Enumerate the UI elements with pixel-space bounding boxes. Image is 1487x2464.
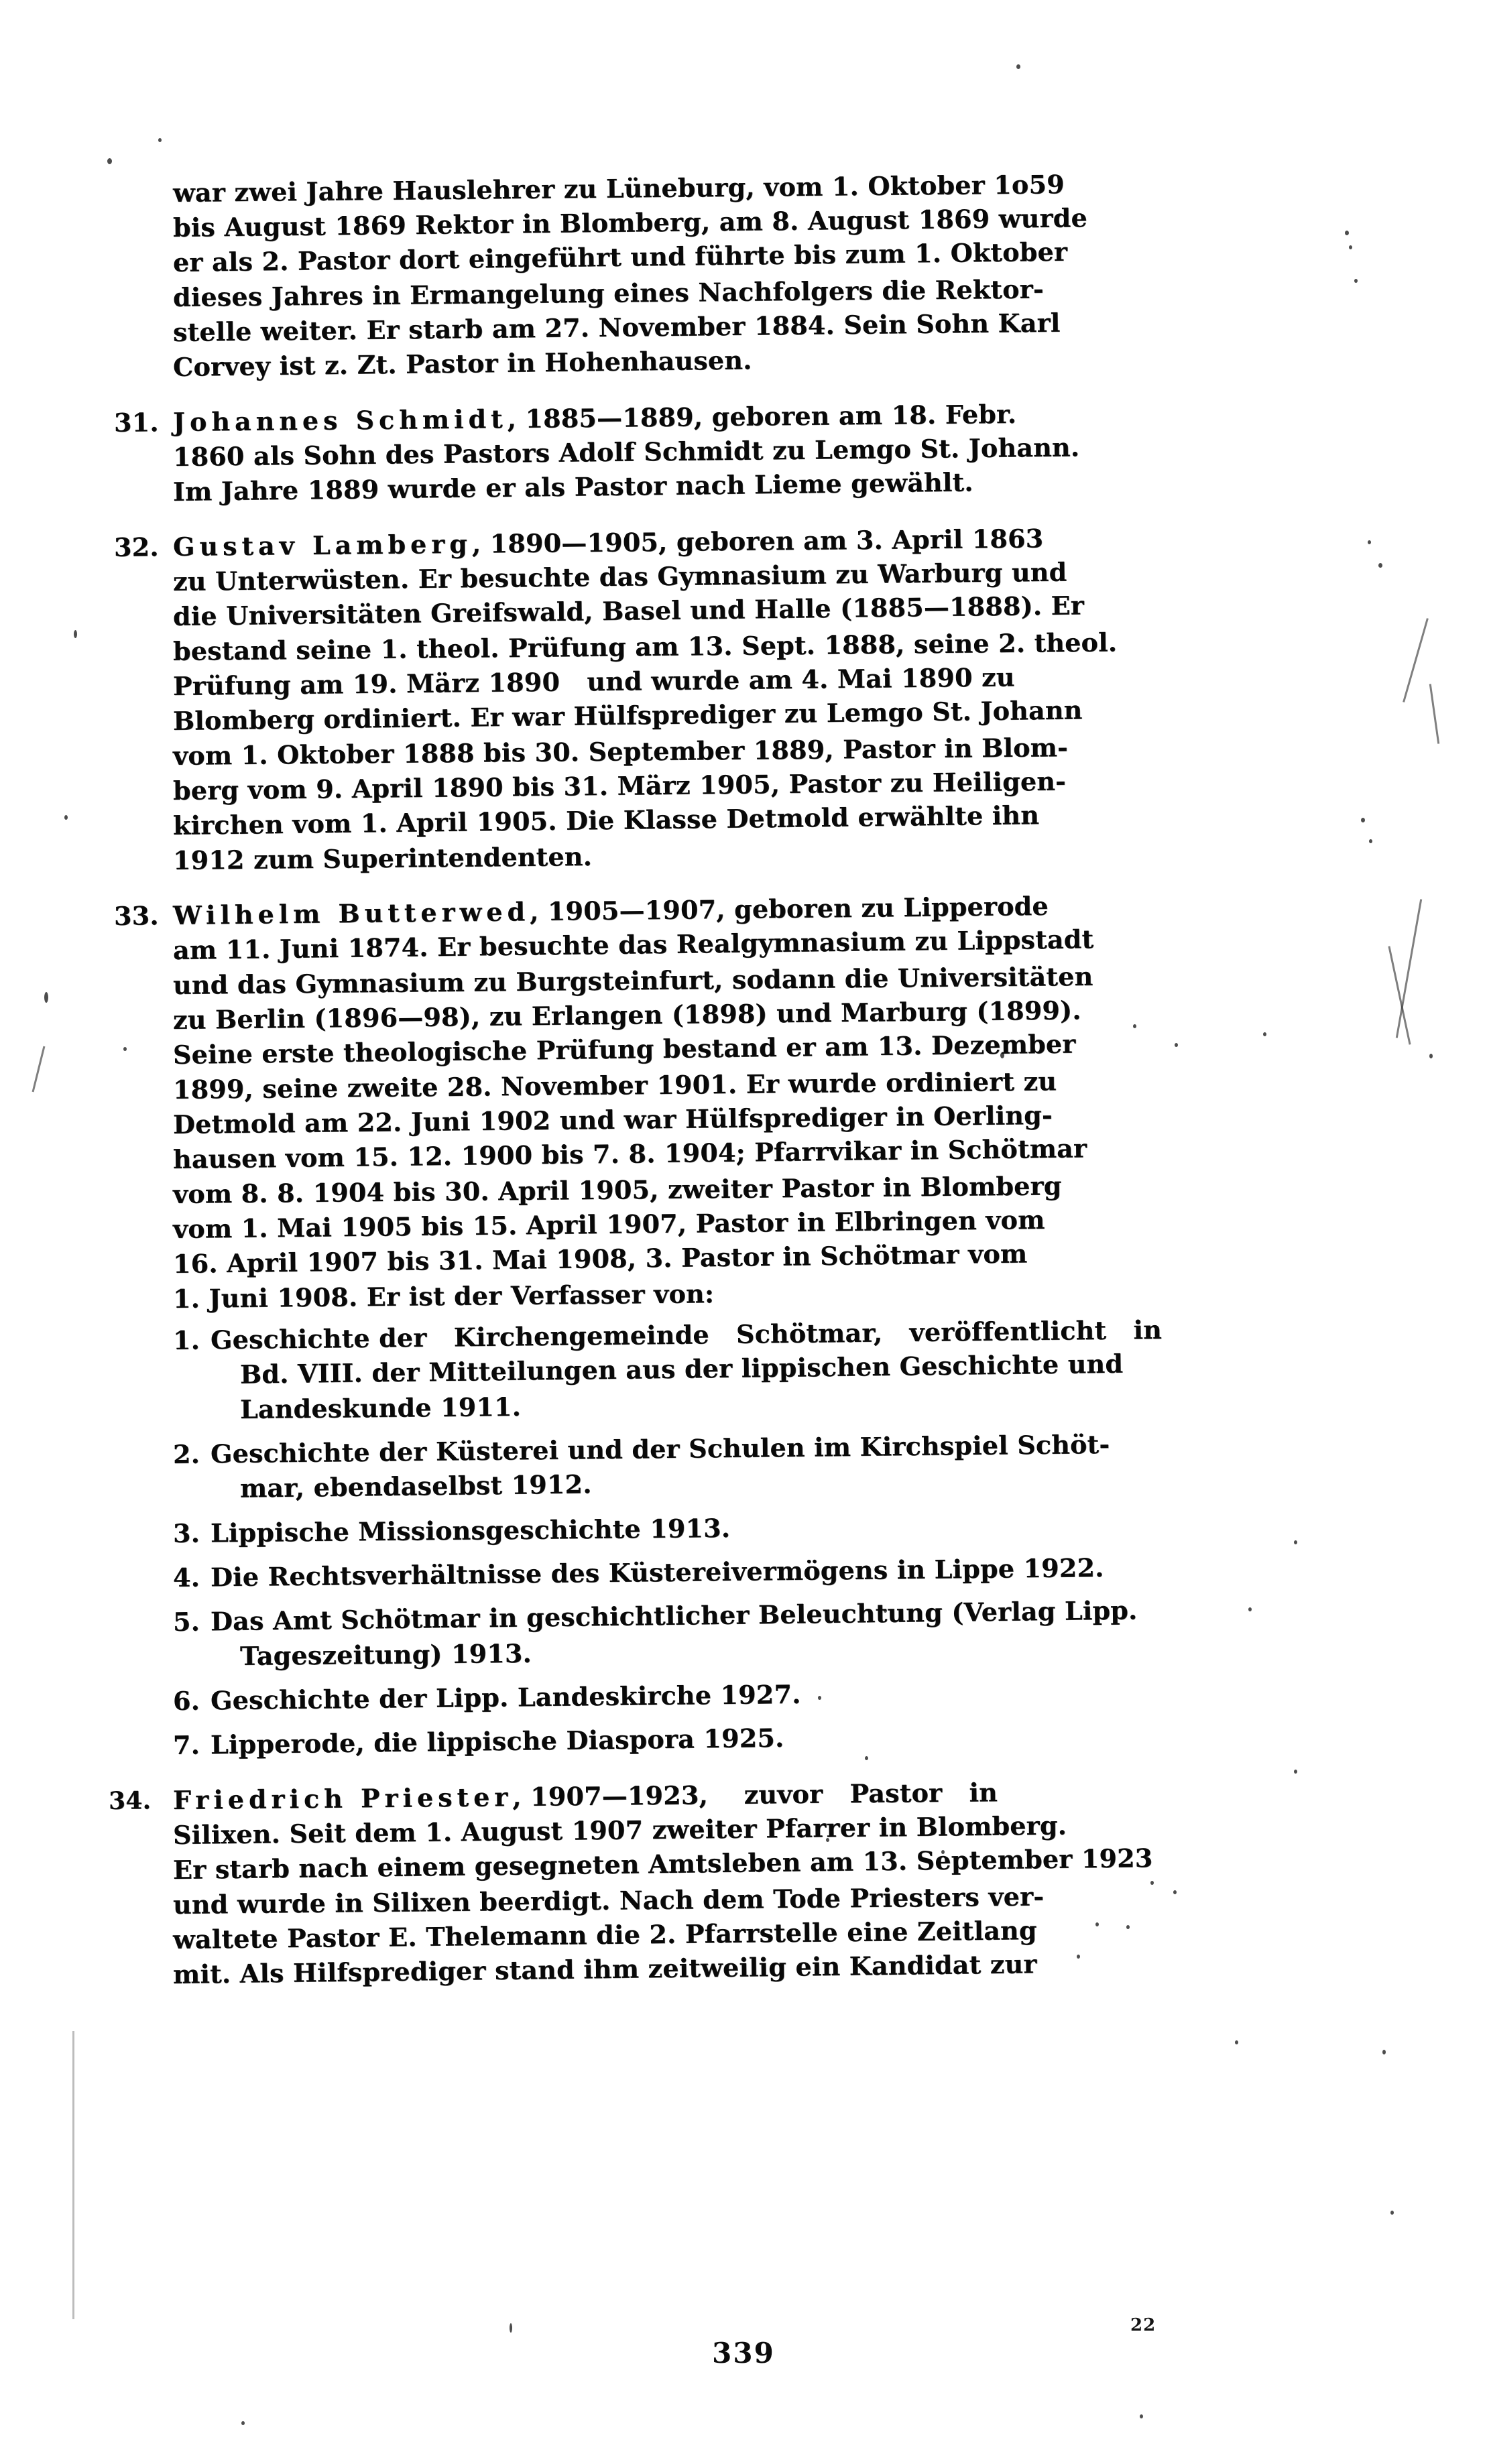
page-number: 339 [712, 2337, 775, 2369]
text-line: Er starb nach einem gesegneten Amtsleben am 13. September 1923 [172, 1843, 1153, 1885]
biography-entry [113, 890, 1259, 1763]
publication-number: 4. [172, 1562, 200, 1593]
scan-speck [1378, 563, 1382, 568]
text-line: 1. Juni 1908. Er ist der Verfasser von: [172, 1278, 715, 1314]
text-line: zu Unterwüsten. Er besuchte das Gymnasium zu Warburg und [172, 556, 1067, 597]
text-line: waltete Pastor E. Thelemann die 2. Pfarrstelle eine Zeitlang [172, 1915, 1037, 1955]
publication-number: 2. [172, 1438, 200, 1469]
scan-hairline [1403, 618, 1429, 702]
text-line: Im Jahre 1889 wurde er als Pastor nach Lieme gewählt. [172, 467, 973, 507]
scan-speck [1294, 1540, 1297, 1544]
text-line: vom 1. Mai 1905 bis 15. April 1907, Pastor in Elbringen vom [172, 1204, 1045, 1244]
publication-item [172, 1595, 1259, 1674]
text-line: vom 1. Oktober 1888 bis 30. September 1889, Pastor in Blom- [172, 732, 1069, 771]
scan-speck [1345, 231, 1349, 235]
scan-speck [64, 815, 68, 820]
publication-item [172, 1314, 1259, 1428]
scan-speck [1429, 1054, 1433, 1058]
text-line: 2. Geschichte der Küsterei und der Schulen im Kirchspiel Schöt- [173, 1425, 1259, 1472]
text-line: am 11. Juni 1874. Er besuchte das Realgymnasium zu Lippstadt [172, 924, 1094, 965]
entry-number: 31. [113, 407, 159, 438]
text-line: und das Gymnasium zu Burgsteinfurt, sodann die Universitäten [172, 961, 1093, 1000]
text-line: Bd. VIII. der Mitteilungen aus der lippischen Geschichte und [239, 1348, 1124, 1390]
scan-speck [1235, 2040, 1238, 2044]
text-line: 16. April 1907 bis 31. Mai 1908, 3. Pastor in Schötmar vom [172, 1238, 1028, 1279]
scan-speck [1368, 540, 1371, 544]
scan-speck [44, 992, 48, 1003]
scan-speck [241, 2421, 245, 2425]
scan-speck [1361, 818, 1365, 822]
page-text-block [108, 169, 1259, 2012]
entry-number: 34. [108, 1786, 152, 1815]
text-line: dieses Jahres in Ermangelung eines Nachfolgers die Rektor- [172, 273, 1045, 312]
scan-speck [1382, 2050, 1386, 2054]
entry-headline-rest: , 1905—1907, geboren zu Lipperode [529, 890, 1049, 927]
text-line: Tageszeitung) 1913. [239, 1638, 532, 1672]
publication-number: 5. [172, 1606, 200, 1637]
scan-speck [1349, 245, 1352, 249]
entry-number: 32. [113, 532, 159, 562]
entry-headword: Gustav Lamberg [172, 528, 473, 562]
biography-entry [108, 1777, 1259, 1992]
text-line: bestand seine 1. theol. Prüfung am 13. Sept. 1888, seine 2. theol. [172, 627, 1118, 666]
scan-speck [1369, 839, 1372, 843]
text-line: 1899, seine zweite 28. November 1901. Er wurde ordiniert zu [172, 1066, 1057, 1105]
text-line: 4. Die Rechtsverhältnisse des Küstereivermögens in Lippe 1922. [173, 1548, 1259, 1595]
text-line: Prüfung am 19. März 1890 und wurde am 4. Mai 1890 zu [172, 662, 1015, 701]
publication-number: 7. [172, 1729, 200, 1760]
scan-speck [1294, 1770, 1297, 1774]
text-line: war zwei Jahre Hauslehrer zu Lüneburg, vom 1. Oktober 1o59 [172, 169, 1065, 208]
text-line: hausen vom 15. 12. 1900 bis 7. 8. 1904; Pfarrvikar in Schötmar [172, 1133, 1087, 1174]
text-line: berg vom 9. April 1890 bis 31. März 1905, Pastor zu Heiligen- [172, 765, 1067, 806]
scan-speck [107, 158, 112, 164]
printer-signature-mark: 22 [1130, 2315, 1156, 2335]
publication-number: 6. [172, 1685, 200, 1716]
text-line: Detmold am 22. Juni 1902 und war Hülfsprediger in Oerling- [172, 1099, 1053, 1139]
text-line: 1860 als Sohn des Pastors Adolf Schmidt zu Lemgo St. Johann. [172, 432, 1080, 472]
scan-speck [510, 2323, 512, 2333]
text-line: bis August 1869 Rektor in Blomberg, am 8. August 1869 wurde [172, 202, 1088, 243]
entry-headline-rest: , 1885—1889, geboren am 18. Febr. [507, 398, 1017, 434]
biography-entry [113, 523, 1259, 878]
publication-item [172, 1552, 1259, 1595]
publication-item [172, 1513, 1259, 1551]
scan-speck [123, 1047, 127, 1051]
entry-headline-rest: , 1907—1923, zuvor Pastor in [512, 1777, 998, 1812]
scan-speck [158, 138, 162, 142]
text-line: die Universitäten Greifswald, Basel und Halle (1885—1888). Er [172, 590, 1085, 631]
scan-hairline [1429, 684, 1439, 744]
text-line: Corvey ist z. Zt. Pastor in Hohenhausen. [172, 345, 752, 382]
entry-headword: Wilhelm Butterwed [172, 896, 530, 930]
text-line: mar, ebendaselbst 1912. [239, 1469, 592, 1503]
entry-headword: Johannes Schmidt [172, 404, 508, 437]
text-line: 6. Geschichte der Lipp. Landeskirche 1927. [173, 1672, 1259, 1719]
scan-speck [1390, 2211, 1394, 2215]
text-line: kirchen vom 1. April 1905. Die Klasse Detmold erwählte ihn [172, 800, 1040, 841]
text-line: Silixen. Seit dem 1. August 1907 zweiter Pfarrer in Blomberg. [172, 1810, 1067, 1850]
scan-speck [1263, 1032, 1266, 1036]
entry-number: 33. [113, 900, 159, 931]
text-line: Landeskunde 1911. [239, 1392, 522, 1425]
text-line: Blomberg ordiniert. Er war Hülfsprediger zu Lemgo St. Johann [172, 694, 1083, 736]
publication-number: 3. [172, 1518, 200, 1548]
scan-speck [1140, 2414, 1143, 2418]
scan-speck [1016, 64, 1020, 69]
biography-entry [113, 398, 1259, 509]
continued-paragraph [172, 169, 1259, 385]
left-gutter-rule [72, 2031, 74, 2319]
text-line: 5. Das Amt Schötmar in geschichtlicher Beleuchtung (Verlag Lipp. [173, 1591, 1260, 1640]
text-line: er als 2. Pastor dort eingeführt und führte bis zum 1. Oktober [172, 236, 1068, 278]
publication-item [172, 1722, 1259, 1763]
publication-item [172, 1428, 1259, 1507]
text-line: 1912 zum Superintendenten. [172, 841, 593, 875]
scan-hairline [1396, 899, 1422, 1038]
scan-speck [74, 630, 77, 638]
publication-item [172, 1678, 1259, 1719]
text-line: vom 8. 8. 1904 bis 30. April 1905, zweiter Pastor in Blomberg [172, 1170, 1062, 1209]
publication-number: 1. [172, 1325, 200, 1355]
text-line: mit. Als Hilfsprediger stand ihm zeitweilig ein Kandidat zur [172, 1949, 1037, 1989]
scan-hairline [1388, 946, 1411, 1044]
text-line: 3. Lippische Missionsgeschichte 1913. [173, 1505, 1259, 1551]
text-line: 7. Lipperode, die lippische Diaspora 1925. [173, 1715, 1260, 1763]
entry-headword: Friedrich Priester [172, 1782, 513, 1815]
scan-hairline [32, 1046, 46, 1093]
entry-headline-rest: , 1890—1905, geboren am 3. April 1863 [471, 523, 1044, 559]
text-line: 1. Geschichte der Kirchengemeinde Schötmar, veröffentlicht in [173, 1311, 1259, 1358]
text-line: zu Berlin (1896—98), zu Erlangen (1898) und Marburg (1899). [172, 995, 1081, 1035]
text-line: und wurde in Silixen beerdigt. Nach dem Tode Priesters ver- [172, 1881, 1045, 1920]
scan-speck [1354, 279, 1358, 283]
text-line: stelle weiter. Er starb am 27. November 1884. Sein Sohn Karl [172, 307, 1061, 347]
publication-list [172, 1314, 1259, 1763]
text-line: Seine erste theologische Prüfung bestand er am 13. Dezember [172, 1028, 1076, 1070]
